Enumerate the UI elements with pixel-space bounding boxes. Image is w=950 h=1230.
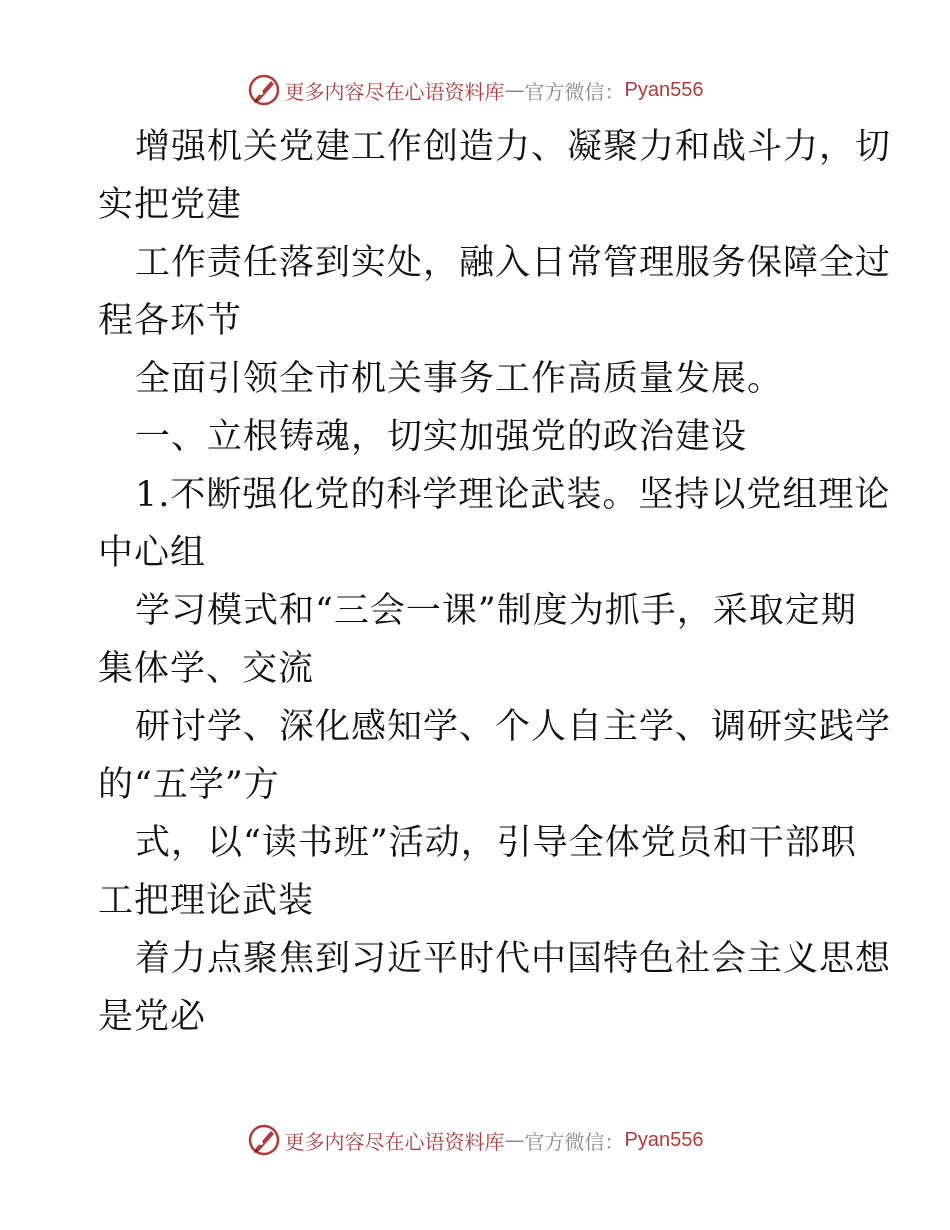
text-line: 增强机关党建工作创造力、凝聚力和战斗力，切 <box>135 127 892 167</box>
text-line: 程各环节 <box>98 301 243 341</box>
pen-logo-icon <box>247 1123 281 1157</box>
text-line: 工把理论武装 <box>98 881 315 921</box>
text-line: 是党必 <box>98 997 207 1037</box>
text-line: 的“五学”方 <box>98 765 280 805</box>
wechat-label: 官方微信： <box>524 79 625 104</box>
text-line: 工作责任落到实处，融入日常管理服务保障全过 <box>135 243 892 283</box>
wechat-id: Pyan556 <box>624 1128 704 1151</box>
text-line: 学习模式和“三会一课”制度为抓手，采取定期 <box>135 591 857 631</box>
document-body <box>98 118 892 1046</box>
header-banner <box>0 70 950 110</box>
footer-banner <box>0 1120 950 1160</box>
section-heading: 一、立根铸魂，切实加强党的政治建设 <box>135 417 748 457</box>
banner-title: 更多内容尽在心语资料库 <box>284 1129 505 1154</box>
wechat-id: Pyan556 <box>624 78 704 101</box>
text-line: 着力点聚焦到习近平时代中国特色社会主义思想 <box>135 939 892 979</box>
text-line: 中心组 <box>98 533 207 573</box>
text-line: 实把党建 <box>98 185 243 225</box>
text-line: 式，以“读书班”活动，引导全体党员和干部职 <box>135 823 857 863</box>
banner-dash: — <box>504 1128 525 1152</box>
text-line: 全面引领全市机关事务工作高质量发展。 <box>135 359 784 399</box>
wechat-label: 官方微信： <box>524 1129 625 1154</box>
text-line: 1.不断强化党的科学理论武装。坚持以党组理论 <box>135 475 891 515</box>
pen-logo-icon <box>247 73 281 107</box>
banner-dash: — <box>504 78 525 102</box>
banner-title: 更多内容尽在心语资料库 <box>284 79 505 104</box>
text-line: 研讨学、深化感知学、个人自主学、调研实践学 <box>135 707 892 747</box>
text-line: 集体学、交流 <box>98 649 315 689</box>
